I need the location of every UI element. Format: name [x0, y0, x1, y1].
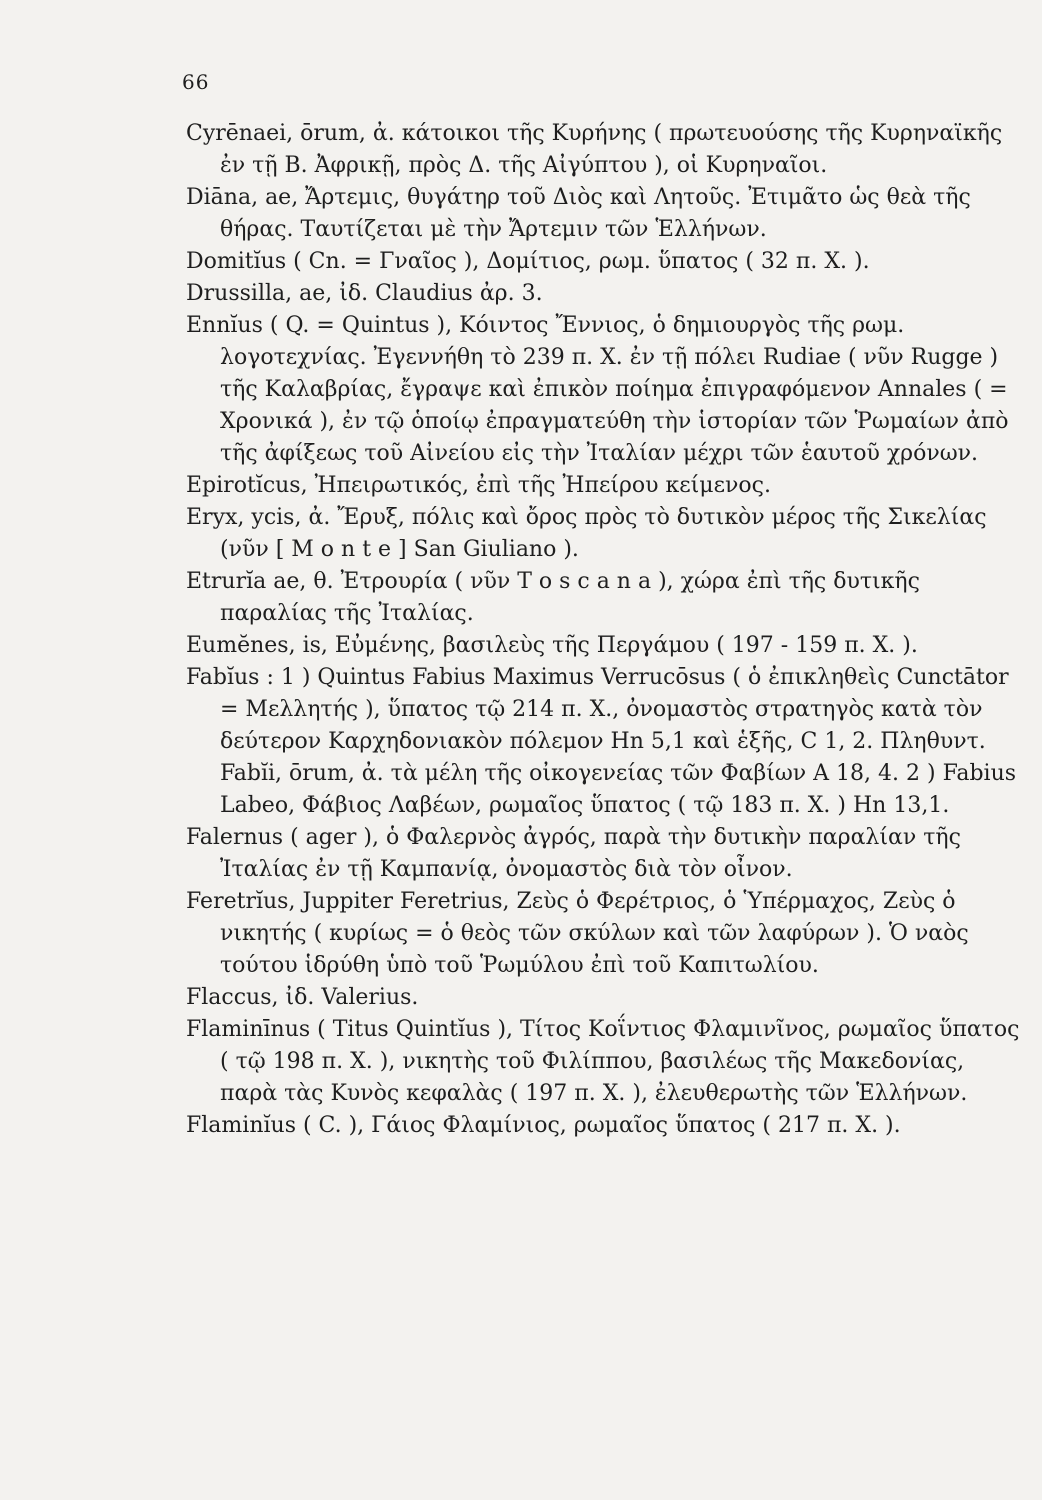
page-number: 66 [182, 70, 210, 94]
entry-flamininus: Flaminīnus ( Titus Quintĭus ), Τίτος Κοΐντιος Φλαμινῖνος, ρωμαῖος ὕπατος ( τῷ 198 π. Χ. ), νικητὴς τοῦ Φιλίππου, βασιλέως τῆς Μακεδονίας, παρὰ τὰς Κυνὸς κεφαλὰς ( 197 π. Χ. ), ἐλευθερωτὴς τῶν Ἑλλήνων. [186, 1017, 1020, 1106]
entry-eryx: Eryx, ycis, ἀ. Ἔρυξ, πόλις καὶ ὄρος πρὸς τὸ δυτικὸν μέρος τῆς Σικελίας (νῦν [ M o n t e ] San Giuliano ). [186, 505, 987, 562]
entry-flaminius: Flaminĭus ( C. ), Γάιος Φλαμίνιος, ρωμαῖος ὕπατος ( 217 π. Χ. ). [186, 1113, 901, 1138]
entry-flaccus: Flaccus, ἰδ. Valerius. [186, 985, 419, 1010]
entry-eumenes: Eumĕnes, is, Εὐμένης, βασιλεὺς τῆς Περγάμου ( 197 - 159 π. Χ. ). [186, 633, 918, 658]
entry-diana: Diāna, ae, Ἄρτεμις, θυγάτηρ τοῦ Διὸς καὶ Λητοῦς. Ἐτιμᾶτο ὡς θεὰ τῆς θήρας. Ταυτίζεται μὲ τὴν Ἄρτεμιν τῶν Ἑλλήνων. [186, 185, 971, 242]
entry-ennius: Ennĭus ( Q. = Quintus ), Κόιντος Ἔννιος, ὁ δημιουργὸς τῆς ρωμ. λογοτεχνίας. Ἐγεννήθη τὸ 239 π. Χ. ἐν τῇ πόλει Rudiae ( νῦν Rugge ) τῆς Καλαβρίας, ἔγραψε καὶ ἐπικὸν ποίημα ἐπιγραφόμενον Annales ( = Χρονικά ), ἐν τῷ ὁποίῳ ἐπραγματεύθη τὴν ἱστορίαν τῶν Ῥωμαίων ἀπὸ τῆς ἀφίξεως τοῦ Αἰνείου εἰς τὴν Ἰταλίαν μέχρι τῶν ἑαυτοῦ χρόνων. [186, 313, 1009, 466]
entry-drussilla: Drussilla, ae, ἰδ. Claudius ἀρ. 3. [186, 281, 543, 306]
entry-etruria: Etrurĭa ae, θ. Ἐτρουρία ( νῦν T o s c a n a ), χώρα ἐπὶ τῆς δυτικῆς παραλίας τῆς Ἰταλίας. [186, 569, 920, 626]
entry-fabius: Fabĭus : 1 ) Quintus Fabius Maximus Verrucōsus ( ὁ ἐπικληθεὶς Cunctātor = Μελλητής ), ὕπατος τῷ 214 π. Χ., ὀνομαστὸς στρατηγὸς κατὰ τὸν δεύτερον Καρχηδονιακὸν πόλεμον Hn 5,1 καὶ ἑξῆς, C 1, 2. Πληθυντ. Fabĭi, ōrum, ἀ. τὰ μέλη τῆς οἰκογενείας τῶν Φαβίων A 18, 4. 2 ) Fabius Labeo, Φάβιος Λαβέων, ρωμαῖος ὕπατος ( τῷ 183 π. Χ. ) Hn 13,1. [186, 665, 1017, 818]
entry-feretrius: Feretrĭus, Juppiter Feretrius, Ζεὺς ὁ Φερέτριος, ὁ Ὑπέρμαχος, Ζεὺς ὁ νικητής ( κυρίως = ὁ θεὸς τῶν σκύλων καὶ τῶν λαφύρων ). Ὁ ναὸς τούτου ἱδρύθη ὑπὸ τοῦ Ῥωμύλου ἐπὶ τοῦ Καπιτωλίου. [186, 889, 969, 978]
entry-epiroticus: Epirotĭcus, Ἠπειρωτικός, ἐπὶ τῆς Ἠπείρου κείμενος. [186, 473, 771, 498]
entry-cyrenaei: Cyrēnaei, ōrum, ἀ. κάτοικοι τῆς Κυρήνης ( πρωτευούσης τῆς Κυρηναϊκῆς ἐν τῇ Β. Ἀφρικῇ, πρὸς Δ. τῆς Αἰγύπτου ), οἱ Κυρηναῖοι. [186, 121, 1003, 178]
entry-falernus: Falernus ( ager ), ὁ Φαλερνὸς ἀγρός, παρὰ τὴν δυτικὴν παραλίαν τῆς Ἰταλίας ἐν τῇ Καμπανίᾳ, ὀνομαστὸς διὰ τὸν οἶνον. [186, 825, 961, 882]
entry-domitius: Domitĭus ( Cn. = Γναῖος ), Δομίτιος, ρωμ. ὕπατος ( 32 π. Χ. ). [186, 249, 870, 274]
entry-list [186, 118, 1022, 1142]
